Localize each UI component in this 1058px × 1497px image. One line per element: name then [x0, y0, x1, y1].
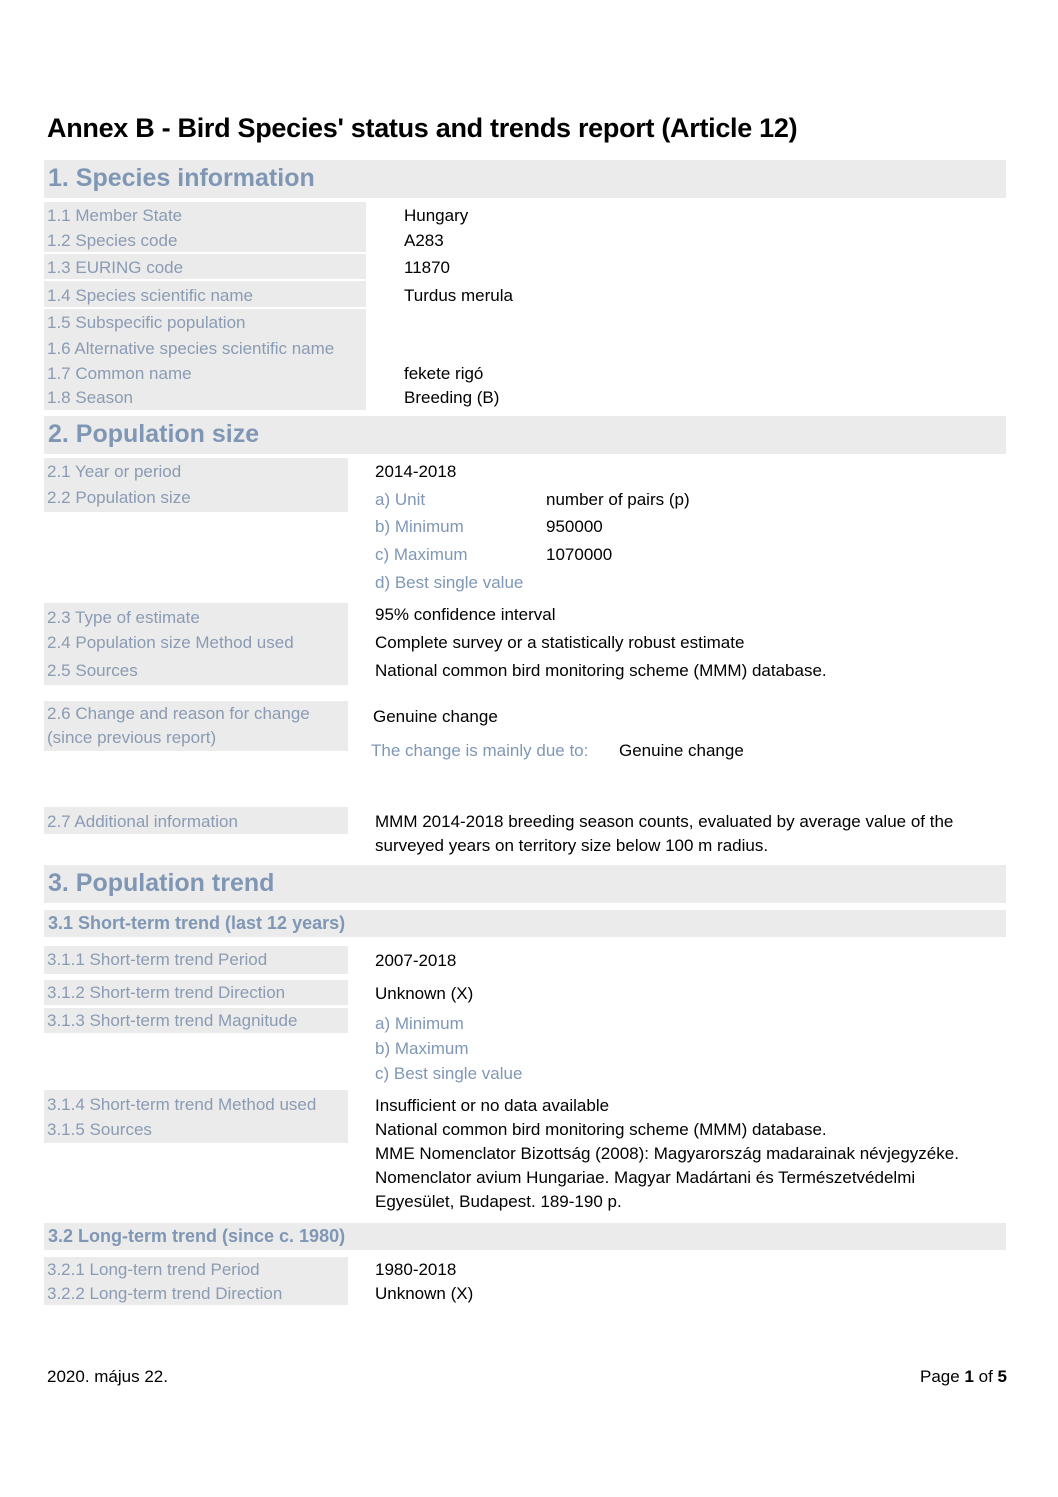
- year-period-value: 2014-2018: [375, 462, 457, 481]
- lt-direction-value: Unknown (X): [375, 1284, 474, 1303]
- subsection-long-term-trend: [44, 1223, 1006, 1250]
- section-heading: 1. Species information: [48, 164, 315, 192]
- st-best-value-label: c) Best single value: [375, 1064, 523, 1083]
- st-sources-line: Nomenclator avium Hungariae. Magyar Madártani és Természetvédelmi: [375, 1168, 916, 1187]
- euring-code-label: 1.3 EURING code: [47, 258, 184, 277]
- year-period-label: 2.1 Year or period: [47, 462, 182, 481]
- st-magnitude-label: 3.1.3 Short-term trend Magnitude: [47, 1011, 298, 1030]
- section-population-trend: [44, 865, 1006, 903]
- season-value: Breeding (B): [404, 388, 500, 407]
- lt-direction-label: 3.2.2 Long-term trend Direction: [47, 1284, 283, 1303]
- sources-label: 2.5 Sources: [47, 661, 138, 680]
- st-direction-value: Unknown (X): [375, 984, 474, 1003]
- subsection-heading: 3.1 Short-term trend (last 12 years): [48, 913, 346, 933]
- subsection-heading: 3.2 Long-term trend (since c. 1980): [48, 1226, 346, 1246]
- sources-value: National common bird monitoring scheme (MMM) database.: [375, 661, 827, 680]
- page-number: [920, 1367, 1007, 1387]
- st-period-label: 3.1.1 Short-term trend Period: [47, 950, 268, 969]
- st-sources-line: National common bird monitoring scheme (MMM) database.: [375, 1120, 827, 1139]
- minimum-value: 950000: [546, 517, 603, 536]
- best-value-label: d) Best single value: [375, 573, 524, 592]
- maximum-value: 1070000: [546, 545, 613, 564]
- additional-info-value: MMM 2014-2018 breeding season counts, evaluated by average value of the surveyed years on territory size below 100 m radius.: [375, 812, 954, 855]
- subspecific-population-label: 1.5 Subspecific population: [47, 313, 246, 332]
- st-period-value: 2007-2018: [375, 951, 457, 970]
- additional-info-label: 2.7 Additional information: [47, 812, 238, 831]
- section-heading: 3. Population trend: [48, 869, 275, 897]
- page-mid: of: [973, 1367, 998, 1386]
- scientific-name-label: 1.4 Species scientific name: [47, 286, 253, 305]
- page-current: 1: [964, 1367, 974, 1386]
- page-prefix: Page: [920, 1367, 965, 1386]
- st-sources-line: Egyesület, Budapest. 189-190 p.: [375, 1192, 622, 1211]
- change-reason-label-line2: (since previous report): [47, 728, 217, 747]
- reason-value: Genuine change: [619, 741, 744, 760]
- species-code-value: A283: [404, 231, 444, 250]
- st-maximum-label: b) Maximum: [375, 1039, 469, 1058]
- species-code-label: 1.2 Species code: [47, 231, 178, 250]
- scientific-name-value: Turdus merula: [404, 286, 513, 305]
- st-sources-line: MME Nomenclator Bizottság (2008): Magyarország madarainak névjegyzéke.: [375, 1144, 959, 1163]
- alternative-name-label: 1.6 Alternative species scientific name: [47, 339, 335, 358]
- subsection-short-term-trend: [44, 910, 1006, 937]
- change-value: Genuine change: [373, 707, 498, 726]
- season-label: 1.8 Season: [47, 388, 134, 407]
- method-used-value: Complete survey or a statistically robust estimate: [375, 633, 745, 652]
- euring-code-value: 11870: [404, 258, 451, 277]
- st-minimum-label: a) Minimum: [375, 1014, 464, 1033]
- reason-label: The change is mainly due to:: [371, 741, 589, 760]
- st-direction-label: 3.1.2 Short-term trend Direction: [47, 983, 286, 1002]
- lt-period-value: 1980-2018: [375, 1260, 457, 1279]
- st-method-value: Insufficient or no data available: [375, 1096, 610, 1115]
- population-size-label: 2.2 Population size: [47, 488, 191, 507]
- lt-period-label: 3.2.1 Long-tern trend Period: [47, 1260, 260, 1279]
- method-used-label: 2.4 Population size Method used: [47, 633, 294, 652]
- change-reason-label: 2.6 Change and reason for change: [47, 704, 310, 723]
- type-of-estimate-value: 95% confidence interval: [375, 605, 556, 624]
- section-population-size: [44, 416, 1006, 454]
- common-name-value: fekete rigó: [404, 364, 484, 383]
- section-heading: 2. Population size: [48, 420, 260, 448]
- section-species-information: [44, 160, 1006, 198]
- minimum-label: b) Minimum: [375, 517, 464, 536]
- common-name-label: 1.7 Common name: [47, 364, 192, 383]
- member-state-value: Hungary: [404, 206, 469, 225]
- type-of-estimate-label: 2.3 Type of estimate: [47, 608, 200, 627]
- page-title: Annex B - Bird Species' status and trends report (Article 12): [47, 113, 798, 143]
- unit-value: number of pairs (p): [546, 490, 690, 509]
- member-state-label: 1.1 Member State: [47, 206, 183, 225]
- page-total: 5: [997, 1367, 1007, 1386]
- maximum-label: c) Maximum: [375, 545, 468, 564]
- st-method-label: 3.1.4 Short-term trend Method used: [47, 1095, 317, 1114]
- footer-date: 2020. május 22.: [47, 1367, 168, 1386]
- st-sources-label: 3.1.5 Sources: [47, 1120, 152, 1139]
- unit-label: a) Unit: [375, 490, 426, 509]
